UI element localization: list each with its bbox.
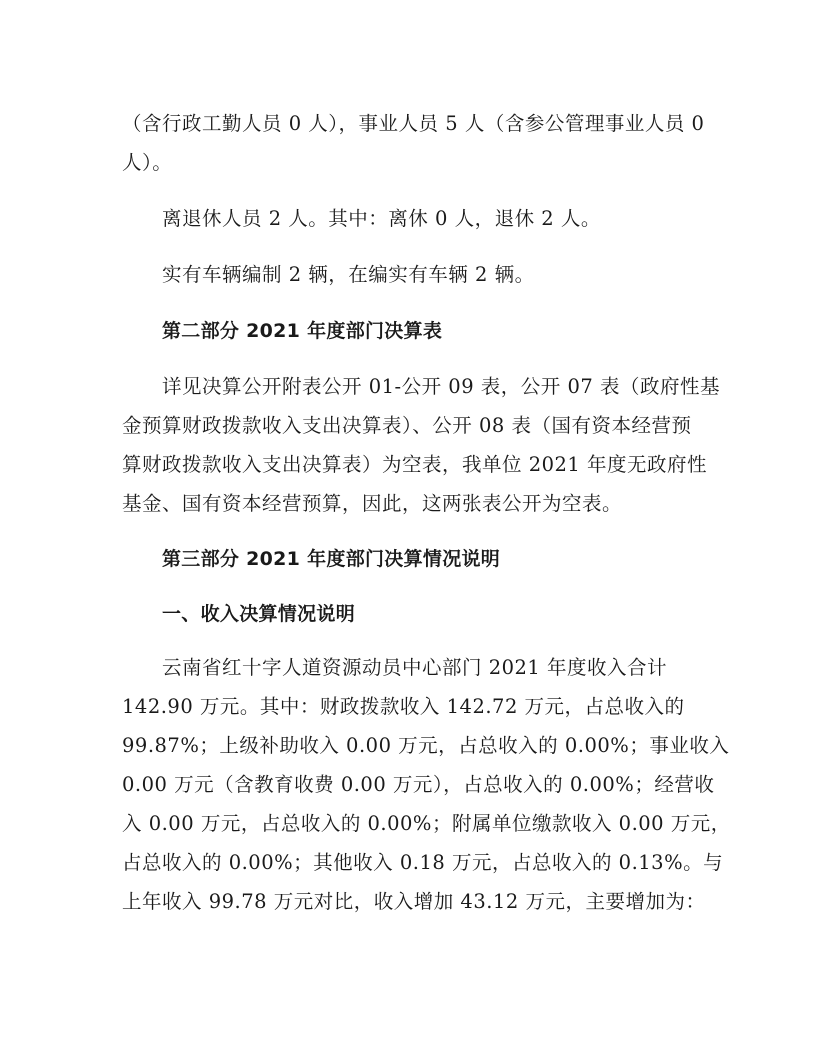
part2-line-2: 金预算财政拨款收入支出决算表）、公开 08 表（国有资本经营预	[122, 414, 692, 437]
part2-line-1: 详见决算公开附表公开 01-公开 09 表，公开 07 表（政府性基	[162, 375, 721, 398]
part3-heading: 第三部分 2021 年度部门决算情况说明	[162, 548, 501, 570]
retired-paragraph: 离退休人员 2 人。其中：离休 0 人，退休 2 人。	[162, 207, 601, 230]
part2-line-4: 基金、国有资本经营预算，因此，这两张表公开为空表。	[122, 492, 623, 515]
part2-line-3: 算财政拨款收入支出决算表）为空表，我单位 2021 年度无政府性	[122, 453, 708, 476]
part2-heading: 第二部分 2021 年度部门决算表	[162, 320, 443, 342]
section1-line-7: 上年收入 99.78 万元对比，收入增加 43.12 万元，主要增加为：	[122, 890, 706, 913]
section1-line-6: 占总收入的 0.00%；其他收入 0.18 万元，占总收入的 0.13%。与	[122, 851, 724, 874]
section1-heading: 一、收入决算情况说明	[162, 603, 356, 625]
vehicles-paragraph: 实有车辆编制 2 辆，在编实有车辆 2 辆。	[162, 263, 535, 286]
staff-line-1: （含行政工勤人员 0 人），事业人员 5 人（含参公管理事业人员 0	[122, 112, 705, 135]
section1-line-4: 0.00 万元（含教育收费 0.00 万元），占总收入的 0.00%；经营收	[122, 773, 715, 796]
section1-line-5: 入 0.00 万元，占总收入的 0.00%；附属单位缴款收入 0.00 万元，	[122, 812, 731, 835]
section1-line-2: 142.90 万元。其中：财政拨款收入 142.72 万元，占总收入的	[122, 695, 685, 718]
section1-line-1: 云南省红十字人道资源动员中心部门 2021 年度收入合计	[162, 656, 668, 679]
staff-line-2: 人）。	[122, 151, 173, 174]
section1-line-3: 99.87%；上级补助收入 0.00 万元，占总收入的 0.00%；事业收入	[122, 734, 730, 757]
